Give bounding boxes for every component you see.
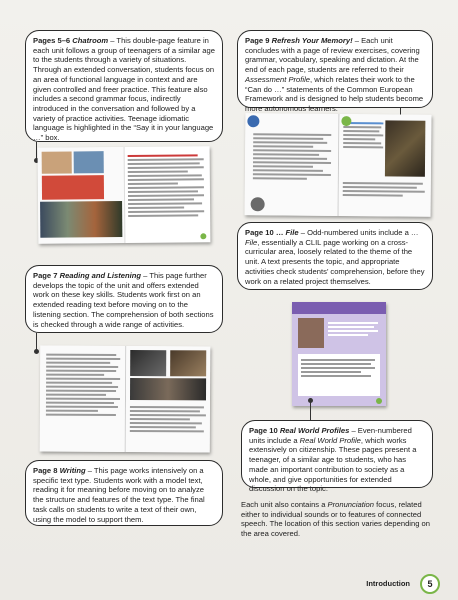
writing-callout <box>25 460 223 526</box>
file-body-1: – Odd-numbered units include a … <box>298 228 419 237</box>
file-body-2: , essentially a CLIL page working on a cross-curricular area, loosely related to the theme of the unit. A text presents the topic, and appropriate activities check students’ comprehension, before they work on a related project themselves. <box>245 237 425 286</box>
pronunciation-text-2: focus, related either to individual sounds or to features of connected speech. The location of this section varies depending on the area covered. <box>241 500 430 539</box>
refresh-body-2: , which relates their work to the “Can do …” statements of the Common European Framework and is designed to help students become more autonomous learners. <box>245 74 424 114</box>
chatroom-spread-thumbnail <box>38 146 211 243</box>
real-world-body-2: , which works extensively on citizenship. These pages present a teenager, of a similar age to students, who has made an important contribution to society as a whole, and give opportunities for extended discussion on the topic. <box>249 435 417 494</box>
connector-dot <box>34 349 39 354</box>
pronunciation-text-1: Each unit also contains a <box>241 500 328 509</box>
chatroom-heading: Pages 5–6 Chatroom <box>33 36 109 45</box>
real-world-profile-thumbnail <box>292 302 386 406</box>
connector-line <box>310 400 311 420</box>
pronunciation-paragraph <box>241 500 435 539</box>
refresh-memory-callout <box>237 30 433 114</box>
pronunciation-italic: Pronunciation <box>327 500 374 509</box>
real-world-body-1: – Even-numbered units include a <box>249 426 412 445</box>
page-number-badge: 5 <box>420 574 440 594</box>
refresh-spread-thumbnail <box>245 113 432 217</box>
footer-section-label: Introduction <box>366 579 410 588</box>
refresh-body-italic: Assessment Profile <box>245 74 310 84</box>
real-world-body-italic: Real World Profile <box>299 435 361 445</box>
reading-listening-callout <box>25 265 223 333</box>
real-world-profiles-callout <box>241 420 433 494</box>
real-world-heading: Page 10 Real World Profiles <box>249 426 350 435</box>
reading-body: – This page further develops the topic of the unit and offers extended work on these key skills. Students work first on an extended reading text before moving on to the listening section. The comprehension of both sections is checked through a wide range of activities. <box>33 271 214 329</box>
reading-heading: Page 7 Reading and Listening <box>33 271 142 280</box>
file-heading: Page 10 … File <box>245 228 299 237</box>
refresh-body-1: – Each unit concludes with a page of review exercises, covering grammar, vocabulary, speaking and dictation. At the end of each page, students are referred to their <box>245 36 420 75</box>
file-callout <box>237 222 433 290</box>
writing-heading: Page 8 Writing <box>33 466 86 475</box>
writing-body: – This page works intensively on a specific text type. Students work with a model text, reading it for meaning before moving on to analyze the structure and features of the text type. The final task calls on students to write a text of their own, using the model to support them. <box>33 466 205 524</box>
connector-dot <box>308 398 313 403</box>
chatroom-body: – This double-page feature in each unit follows a group of teenagers of a similar age to the students through a variety of situations. Through an extended conversation, students focus on an area of functional language in context and are given controlled and freer practice. This feature also includes a second grammar focus, indirectly introduced in the conversation and followed by a variety of practice activities. Teenage idiomatic language is highlighted in the “Say it in your language …” box. <box>33 36 215 143</box>
writing-page-thumbnail <box>40 346 211 453</box>
refresh-heading: Page 9 Refresh Your Memory! <box>245 36 353 45</box>
file-body-italic: File <box>245 237 258 247</box>
chatroom-callout <box>25 30 223 142</box>
